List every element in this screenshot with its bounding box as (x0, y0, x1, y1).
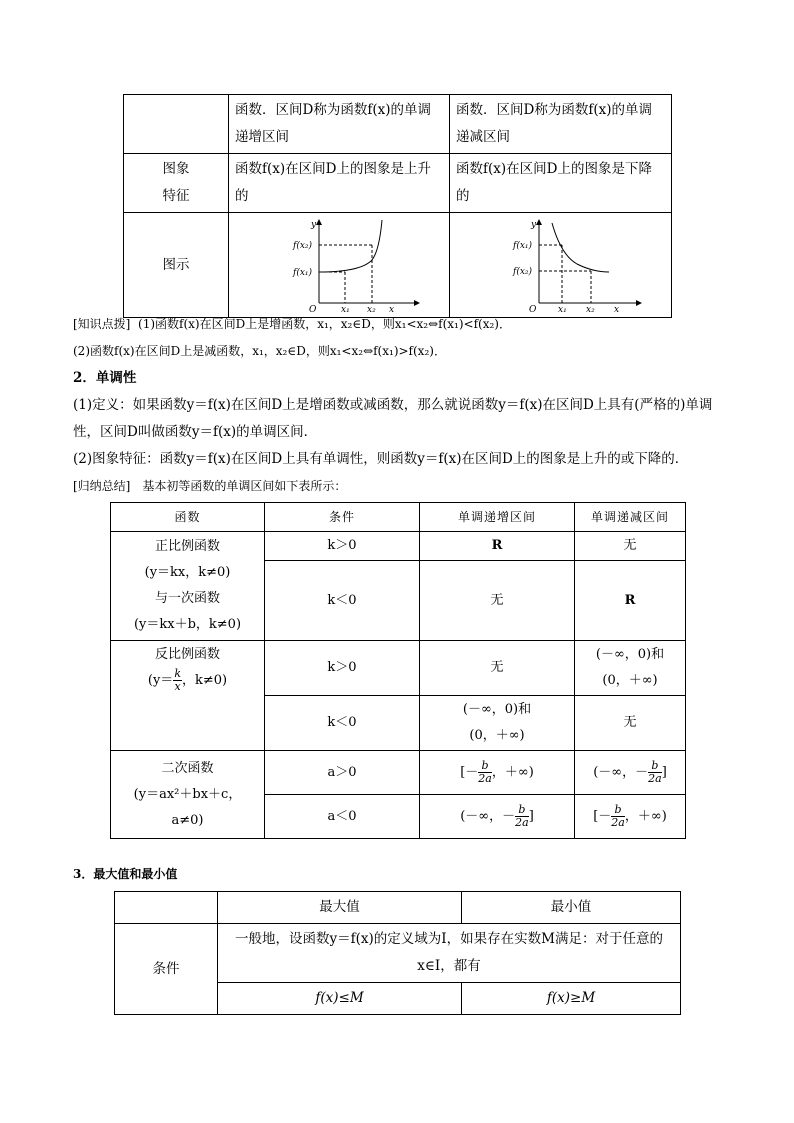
decreasing-cell: 无 (575, 532, 686, 561)
label-line: 特征 (162, 188, 190, 204)
interval-pre: [－ (593, 808, 612, 824)
x-axis-label: x (389, 305, 395, 315)
interval-post: ，＋∞) (491, 764, 534, 780)
table-row (115, 924, 681, 983)
origin-label: O (309, 305, 317, 315)
increasing-function-graph (239, 215, 439, 315)
x2-label: x₂ (585, 305, 595, 315)
increasing-definition: 函数．区间D称为函数f(x)的单调递增区间 (229, 95, 450, 154)
table-row (111, 532, 686, 561)
inverse-function-cell (111, 641, 265, 751)
table-row (124, 95, 672, 154)
fx2-label: f(x₂) (512, 267, 532, 277)
fn-formula: a≠0) (171, 812, 204, 828)
increasing-graph-cell (229, 213, 450, 318)
condition-cell: k＜0 (265, 696, 420, 751)
fn-name: 正比例函数 (154, 539, 220, 554)
interval-pre: [－ (460, 764, 479, 780)
frac-den: 2a (611, 815, 625, 829)
y-axis-arrow (536, 219, 542, 225)
decreasing-cell: 无 (575, 696, 686, 751)
header-increasing: 单调递增区间 (420, 503, 575, 532)
y-axis-arrow (316, 219, 322, 225)
condition-cell: k＜0 (265, 561, 420, 641)
increasing-cell (420, 696, 575, 751)
increasing-cell: 无 (420, 641, 575, 696)
monotonicity-feature: (2)图象特征：函数y＝f(x)在区间D上具有单调性，则函数y＝f(x)在区间D上的图象是上升的或下降的． (73, 451, 689, 467)
frac-den: x (174, 680, 181, 693)
quadratic-function-cell (111, 751, 265, 839)
formula-pre: (y＝ (147, 673, 174, 688)
increasing-cell (420, 751, 575, 795)
table-header-row (111, 503, 686, 532)
fn-formula: (y＝kx，k≠0) (144, 565, 231, 580)
frac-den: 2a (648, 771, 662, 785)
interval-line: (0，＋∞) (469, 728, 525, 743)
label-line: 图象 (162, 161, 190, 177)
fraction-k-over-x (173, 668, 182, 693)
header-min: 最小值 (462, 892, 681, 924)
linear-function-cell (111, 532, 265, 641)
increasing-cell (420, 795, 575, 839)
summary-intro: [归纳总结] 基本初等函数的单调区间如下表所示： (73, 479, 347, 493)
condition-text: 一般地，设函数y＝f(x)的定义域为I，如果存在实数M满足：对于任意的x∈I，都有 (218, 924, 681, 983)
fx1-label: f(x₁) (512, 241, 532, 251)
interval-line: (－∞，0)和 (595, 647, 665, 662)
x1-label: x₁ (557, 305, 567, 315)
interval-line: (－∞，0)和 (462, 702, 532, 717)
fraction-b-over-2a (478, 760, 492, 785)
increasing-cell: R (420, 532, 575, 561)
x1-label: x₁ (341, 305, 350, 315)
header-condition: 条件 (265, 503, 420, 532)
table-row (124, 154, 672, 213)
decreasing-feature: 函数f(x)在区间D上的图象是下降的 (450, 154, 672, 213)
decreasing-cell: R (575, 561, 686, 641)
fn-name: 与一次函数 (154, 591, 220, 606)
x-axis-arrow (414, 300, 420, 306)
knowledge-text: (1)函数f(x)在区间D上是增函数，x₁，x₂∈D，则x₁<x₂⇔f(x₁)<f(x₂)． (138, 317, 511, 331)
table-row (124, 213, 672, 318)
condition-cell: k＞0 (265, 532, 420, 561)
fn-formula (115, 668, 260, 694)
knowledge-line-1 (73, 311, 728, 338)
knowledge-tag: [知识点拨] (73, 317, 131, 331)
decreasing-cell (575, 641, 686, 696)
fraction-b-over-2a (648, 760, 662, 785)
fraction-b-over-2a (515, 804, 529, 829)
header-max: 最大值 (218, 892, 462, 924)
row-label (124, 95, 229, 154)
decreasing-function-graph (461, 215, 661, 315)
x-axis-label: x (613, 305, 619, 315)
monotonicity-definition: (1)定义：如果函数y＝f(x)在区间D上是增函数或减函数，那么就说函数y＝f(x)在区间D上具有(严格的)单调性，区间D叫做函数y＝f(x)的单调区间． (73, 397, 713, 440)
origin-label: O (528, 305, 536, 315)
max-min-table (114, 891, 681, 1015)
y-axis-label: y (530, 220, 536, 230)
decreasing-cell (575, 751, 686, 795)
condition-cell: a＞0 (265, 751, 420, 795)
frac-den: 2a (478, 771, 492, 785)
increasing-curve (319, 220, 382, 272)
formula-post: ，k≠0) (181, 673, 228, 688)
increasing-cell: 无 (420, 561, 575, 641)
max-condition: f(x)≤M (218, 983, 462, 1015)
decreasing-definition: 函数．区间D称为函数f(x)的单调递减区间 (450, 95, 672, 154)
condition-cell: a＜0 (265, 795, 420, 839)
header-function: 函数 (111, 503, 265, 532)
frac-num: b (478, 760, 492, 773)
knowledge-line-2: (2)函数f(x)在区间D上是减函数，x₁，x₂∈D，则x₁<x₂⇔f(x₁)>f(x₂)． (73, 344, 446, 358)
frac-num: b (515, 804, 529, 817)
table-row (111, 751, 686, 795)
decreasing-curve (552, 223, 609, 272)
x-axis-arrow (636, 300, 642, 306)
elementary-functions-table (110, 502, 686, 839)
min-condition: f(x)≥M (462, 983, 681, 1015)
interval-pre: (－∞，－ (593, 764, 649, 780)
interval-pre: (－∞，－ (460, 808, 516, 824)
y-axis-label: y (311, 220, 317, 230)
fn-name: 反比例函数 (154, 647, 220, 662)
condition-cell: k＞0 (265, 641, 420, 696)
section-2-title: 2．单调性 (73, 370, 137, 386)
header-decreasing: 单调递减区间 (575, 503, 686, 532)
table-header-row (115, 892, 681, 924)
interval-line: (0，＋∞) (602, 673, 658, 688)
fn-name: 二次函数 (161, 760, 214, 776)
decreasing-cell (575, 795, 686, 839)
interval-post: ] (661, 764, 667, 780)
decreasing-graph-cell (450, 213, 672, 318)
fraction-b-over-2a (611, 804, 625, 829)
frac-den: 2a (515, 815, 529, 829)
condition-label: 条件 (115, 924, 218, 1015)
fn-formula: (y＝kx＋b，k≠0) (133, 617, 242, 632)
fn-formula: (y＝ax²＋bx＋c， (133, 786, 242, 802)
row-label-graph: 图示 (124, 213, 229, 318)
frac-num: b (648, 760, 662, 773)
fx1-label: f(x₁) (293, 268, 313, 278)
monotonic-definition-table (123, 94, 672, 318)
interval-post: ] (528, 808, 534, 824)
row-label-feature (124, 154, 229, 213)
frac-num: k (174, 667, 181, 680)
section-3-title: 3．最大值和最小值 (73, 867, 178, 881)
table-row (111, 641, 686, 696)
header-empty (115, 892, 218, 924)
interval-post: ，＋∞) (624, 808, 667, 824)
increasing-feature: 函数f(x)在区间D上的图象是上升的 (229, 154, 450, 213)
frac-num: b (611, 804, 625, 817)
x2-label: x₂ (367, 305, 376, 315)
fx2-label: f(x₂) (293, 241, 313, 251)
